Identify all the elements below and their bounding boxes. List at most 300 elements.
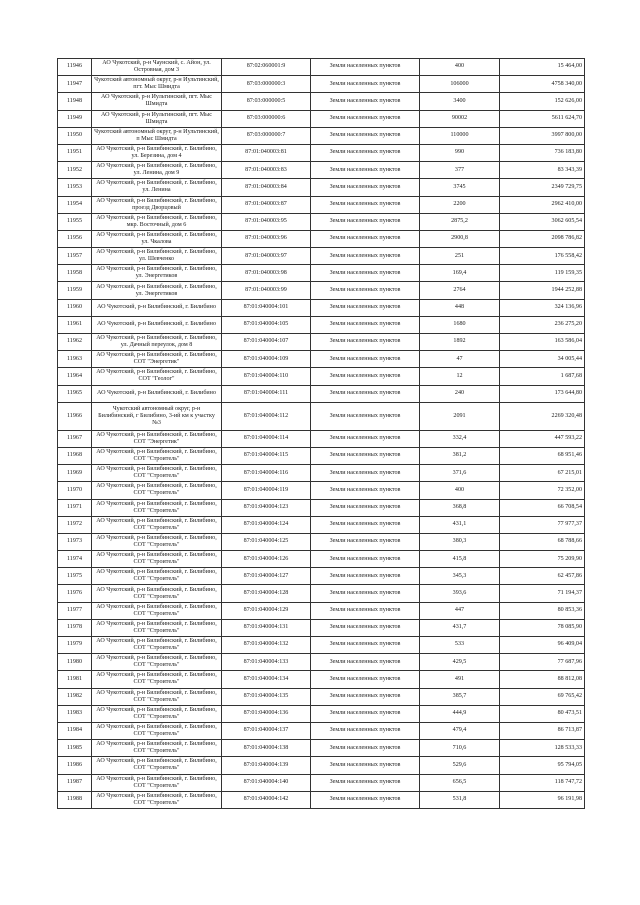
land-category-cell: Земли населенных пунктов xyxy=(311,299,420,316)
land-category-cell: Земли населенных пунктов xyxy=(311,705,420,722)
address-cell: АО Чукотский, р-н Билибинский, г. Билибино, СОТ "Строитель" xyxy=(92,654,222,671)
land-category-cell: Земли населенных пунктов xyxy=(311,619,420,636)
cadastral-number-cell: 87:01:040004:142 xyxy=(222,791,311,808)
row-number: 11976 xyxy=(58,585,92,602)
row-number: 11959 xyxy=(58,282,92,299)
land-category-cell: Земли населенных пунктов xyxy=(311,265,420,282)
row-number: 11988 xyxy=(58,791,92,808)
row-number: 11964 xyxy=(58,368,92,385)
row-number: 11949 xyxy=(58,110,92,127)
table-row xyxy=(58,144,585,161)
cadastral-number-cell: 87:01:040004:139 xyxy=(222,757,311,774)
cadastral-value-cell: 77 687,96 xyxy=(500,654,585,671)
row-number: 11985 xyxy=(58,740,92,757)
cadastral-value-cell: 163 586,04 xyxy=(500,334,585,351)
table-row xyxy=(58,671,585,688)
row-number: 11968 xyxy=(58,447,92,464)
area-cell: 491 xyxy=(420,671,500,688)
cadastral-value-cell: 34 005,44 xyxy=(500,351,585,368)
area-cell: 444,9 xyxy=(420,705,500,722)
address-cell: АО Чукотский, р-н Билибинский, г. Билибино, СОТ "Строитель" xyxy=(92,722,222,739)
table-row xyxy=(58,196,585,213)
land-category-cell: Земли населенных пунктов xyxy=(311,482,420,499)
table-row xyxy=(58,368,585,385)
cadastral-number-cell: 87:01:040004:111 xyxy=(222,385,311,402)
area-cell: 2875,2 xyxy=(420,213,500,230)
cadastral-value-cell: 75 209,90 xyxy=(500,551,585,568)
cadastral-number-cell: 87:01:040004:128 xyxy=(222,585,311,602)
cadastral-number-cell: 87:01:040004:119 xyxy=(222,482,311,499)
area-cell: 12 xyxy=(420,368,500,385)
land-category-cell: Земли населенных пунктов xyxy=(311,59,420,76)
row-number: 11970 xyxy=(58,482,92,499)
land-category-cell: Земли населенных пунктов xyxy=(311,248,420,265)
row-number: 11955 xyxy=(58,213,92,230)
address-cell: АО Чукотский, р-н Билибинский, г. Билибино, СОТ "Строитель" xyxy=(92,516,222,533)
address-cell: АО Чукотский, р-н Билибинский, г. Билибино, СОТ "Строитель" xyxy=(92,688,222,705)
row-number: 11954 xyxy=(58,196,92,213)
cadastral-value-cell: 15 464,00 xyxy=(500,59,585,76)
table-row xyxy=(58,162,585,179)
area-cell: 531,8 xyxy=(420,791,500,808)
address-cell: АО Чукотский, р-н Билибинский, г. Билибино, ул. Ленина, дом 9 xyxy=(92,162,222,179)
address-cell: АО Чукотский, р-н Билибинский, г. Билибино, ул. Ленина xyxy=(92,179,222,196)
land-category-cell: Земли населенных пунктов xyxy=(311,93,420,110)
cadastral-value-cell: 95 794,05 xyxy=(500,757,585,774)
cadastral-number-cell: 87:01:040003:95 xyxy=(222,213,311,230)
area-cell: 2091 xyxy=(420,402,500,430)
document-page xyxy=(57,58,584,809)
cadastral-value-cell: 67 215,01 xyxy=(500,465,585,482)
address-cell: АО Чукотский, р-н Билибинский, г. Билибино, СОТ "Строитель" xyxy=(92,568,222,585)
area-cell: 2200 xyxy=(420,196,500,213)
area-cell: 479,4 xyxy=(420,722,500,739)
land-category-cell: Земли населенных пунктов xyxy=(311,213,420,230)
area-cell: 332,4 xyxy=(420,430,500,447)
cadastral-value-cell: 2098 786,82 xyxy=(500,230,585,247)
address-cell: АО Чукотский, р-н Билибинский, г. Билибино, СОТ "Строитель" xyxy=(92,499,222,516)
land-category-cell: Земли населенных пунктов xyxy=(311,162,420,179)
cadastral-value-cell: 72 352,00 xyxy=(500,482,585,499)
table-row xyxy=(58,637,585,654)
cadastral-number-cell: 87:01:040004:126 xyxy=(222,551,311,568)
row-number: 11983 xyxy=(58,705,92,722)
cadastral-value-cell: 77 977,37 xyxy=(500,516,585,533)
area-cell: 385,7 xyxy=(420,688,500,705)
area-cell: 400 xyxy=(420,59,500,76)
cadastral-number-cell: 87:01:040003:99 xyxy=(222,282,311,299)
table-row xyxy=(58,533,585,550)
land-category-cell: Земли населенных пунктов xyxy=(311,551,420,568)
address-cell: АО Чукотский, р-н Билибинский, г. Билибино, СОТ "Строитель" xyxy=(92,774,222,791)
table-row xyxy=(58,568,585,585)
table-row xyxy=(58,179,585,196)
address-cell: АО Чукотский, р-н Билибинский, г. Билибино, СОТ "Строитель" xyxy=(92,585,222,602)
row-number: 11947 xyxy=(58,76,92,93)
row-number: 11974 xyxy=(58,551,92,568)
address-cell: АО Чукотский, р-н Билибинский, г. Билибино, СОТ "Строитель" xyxy=(92,740,222,757)
table-row xyxy=(58,334,585,351)
address-cell: АО Чукотский, р-н Билибинский, г. Билибино, СОТ "Строитель" xyxy=(92,533,222,550)
area-cell: 710,6 xyxy=(420,740,500,757)
table-row xyxy=(58,351,585,368)
area-cell: 431,7 xyxy=(420,619,500,636)
cadastral-number-cell: 87:01:040004:112 xyxy=(222,402,311,430)
address-cell: АО Чукотский, р-н Билибинский, г. Билибино xyxy=(92,385,222,402)
land-category-cell: Земли населенных пунктов xyxy=(311,316,420,333)
address-cell: АО Чукотский, р-н Билибинский, г. Билибино, СОТ "Строитель" xyxy=(92,465,222,482)
land-category-cell: Земли населенных пунктов xyxy=(311,791,420,808)
land-category-cell: Земли населенных пунктов xyxy=(311,430,420,447)
cadastral-number-cell: 87:01:040004:101 xyxy=(222,299,311,316)
cadastral-number-cell: 87:01:040004:136 xyxy=(222,705,311,722)
cadastral-value-cell: 78 085,90 xyxy=(500,619,585,636)
table-row xyxy=(58,265,585,282)
cadastral-value-cell: 71 194,37 xyxy=(500,585,585,602)
address-cell: Чукотский автономный округ, р-н Иультинский, п Мыс Шмидта xyxy=(92,127,222,144)
cadastral-number-cell: 87:01:040004:116 xyxy=(222,465,311,482)
address-cell: АО Чукотский, р-н Билибинский, г. Билибино, мкр. Восточный, дом 6 xyxy=(92,213,222,230)
address-cell: АО Чукотский, р-н Билибинский, г. Билибино, СОТ "Энергетик" xyxy=(92,430,222,447)
table-row xyxy=(58,402,585,430)
table-row xyxy=(58,551,585,568)
area-cell: 429,5 xyxy=(420,654,500,671)
row-number: 11986 xyxy=(58,757,92,774)
cadastral-number-cell: 87:01:040004:115 xyxy=(222,447,311,464)
row-number: 11961 xyxy=(58,316,92,333)
area-cell: 371,6 xyxy=(420,465,500,482)
address-cell: АО Чукотский, р-н Билибинский, г. Билибино, ул. Дачный переулок, дом 8 xyxy=(92,334,222,351)
area-cell: 533 xyxy=(420,637,500,654)
cadastral-number-cell: 87:01:040004:140 xyxy=(222,774,311,791)
cadastral-number-cell: 87:01:040004:138 xyxy=(222,740,311,757)
cadastral-number-cell: 87:03:000000:3 xyxy=(222,76,311,93)
row-number: 11962 xyxy=(58,334,92,351)
address-cell: АО Чукотский, р-н Билибинский, г. Билибино, СОТ "Геолог" xyxy=(92,368,222,385)
address-cell: АО Чукотский, р-н Иультинский, пгт. Мыс Шмидта xyxy=(92,110,222,127)
land-category-cell: Земли населенных пунктов xyxy=(311,688,420,705)
cadastral-number-cell: 87:01:040003:84 xyxy=(222,179,311,196)
cadastral-value-cell: 2962 410,00 xyxy=(500,196,585,213)
land-category-cell: Земли населенных пунктов xyxy=(311,351,420,368)
area-cell: 431,1 xyxy=(420,516,500,533)
area-cell: 400 xyxy=(420,482,500,499)
cadastral-number-cell: 87:01:040004:105 xyxy=(222,316,311,333)
cadastral-number-cell: 87:03:000000:7 xyxy=(222,127,311,144)
address-cell: АО Чукотский, р-н Билибинский, г. Билибино, ул. Энергетиков xyxy=(92,282,222,299)
cadastral-number-cell: 87:01:040004:110 xyxy=(222,368,311,385)
area-cell: 380,3 xyxy=(420,533,500,550)
cadastral-value-cell: 236 275,20 xyxy=(500,316,585,333)
cadastral-value-cell: 2269 320,48 xyxy=(500,402,585,430)
cadastral-value-cell: 66 708,54 xyxy=(500,499,585,516)
address-cell: АО Чукотский, р-н Чаунский, с. Айон, ул. Островная, дом 3 xyxy=(92,59,222,76)
area-cell: 415,8 xyxy=(420,551,500,568)
land-category-cell: Земли населенных пунктов xyxy=(311,196,420,213)
land-category-cell: Земли населенных пунктов xyxy=(311,671,420,688)
land-category-cell: Земли населенных пунктов xyxy=(311,110,420,127)
row-number: 11975 xyxy=(58,568,92,585)
row-number: 11953 xyxy=(58,179,92,196)
address-cell: АО Чукотский, р-н Билибинский, г. Билибино xyxy=(92,316,222,333)
table-row xyxy=(58,385,585,402)
area-cell: 381,2 xyxy=(420,447,500,464)
cadastral-value-cell: 4758 340,00 xyxy=(500,76,585,93)
cadastral-value-cell: 80 853,36 xyxy=(500,602,585,619)
row-number: 11979 xyxy=(58,637,92,654)
cadastral-number-cell: 87:01:040003:98 xyxy=(222,265,311,282)
cadastral-number-cell: 87:01:040003:96 xyxy=(222,230,311,247)
table-row xyxy=(58,740,585,757)
cadastral-number-cell: 87:01:040003:81 xyxy=(222,144,311,161)
area-cell: 2900,8 xyxy=(420,230,500,247)
address-cell: Чукотский автономный округ, р-н Билибинский, г Билибино, 3-ий км к участку №3 xyxy=(92,402,222,430)
row-number: 11978 xyxy=(58,619,92,636)
area-cell: 169,4 xyxy=(420,265,500,282)
table-row xyxy=(58,299,585,316)
land-category-cell: Земли населенных пунктов xyxy=(311,144,420,161)
table-row xyxy=(58,516,585,533)
cadastral-value-cell: 68 788,66 xyxy=(500,533,585,550)
address-cell: АО Чукотский, р-н Билибинский, г. Билибино, СОТ "Строитель" xyxy=(92,757,222,774)
row-number: 11967 xyxy=(58,430,92,447)
cadastral-value-cell: 736 183,80 xyxy=(500,144,585,161)
land-category-cell: Земли населенных пунктов xyxy=(311,230,420,247)
land-category-cell: Земли населенных пунктов xyxy=(311,740,420,757)
row-number: 11972 xyxy=(58,516,92,533)
row-number: 11987 xyxy=(58,774,92,791)
row-number: 11960 xyxy=(58,299,92,316)
cadastral-number-cell: 87:01:040004:133 xyxy=(222,654,311,671)
land-category-cell: Земли населенных пунктов xyxy=(311,402,420,430)
address-cell: АО Чукотский, р-н Билибинский, г. Билибино, СОТ "Строитель" xyxy=(92,671,222,688)
cadastral-value-cell: 80 473,51 xyxy=(500,705,585,722)
area-cell: 447 xyxy=(420,602,500,619)
row-number: 11951 xyxy=(58,144,92,161)
row-number: 11966 xyxy=(58,402,92,430)
cadastral-number-cell: 87:03:000000:5 xyxy=(222,93,311,110)
table-row xyxy=(58,791,585,808)
cadastral-value-cell: 3997 800,00 xyxy=(500,127,585,144)
address-cell: АО Чукотский, р-н Билибинский, г. Билибино, СОТ "Энергетик" xyxy=(92,351,222,368)
area-cell: 110000 xyxy=(420,127,500,144)
cadastral-number-cell: 87:01:040004:137 xyxy=(222,722,311,739)
row-number: 11950 xyxy=(58,127,92,144)
table-row xyxy=(58,127,585,144)
table-row xyxy=(58,602,585,619)
address-cell: АО Чукотский, р-н Билибинский, г. Билибино, СОТ "Строитель" xyxy=(92,791,222,808)
land-category-cell: Земли населенных пунктов xyxy=(311,602,420,619)
table-row xyxy=(58,722,585,739)
land-category-cell: Земли населенных пунктов xyxy=(311,585,420,602)
area-cell: 1892 xyxy=(420,334,500,351)
cadastral-value-cell: 1 687,68 xyxy=(500,368,585,385)
address-cell: АО Чукотский, р-н Билибинский, г. Билибино, СОТ "Строитель" xyxy=(92,551,222,568)
land-category-cell: Земли населенных пунктов xyxy=(311,465,420,482)
area-cell: 529,6 xyxy=(420,757,500,774)
area-cell: 106000 xyxy=(420,76,500,93)
row-number: 11958 xyxy=(58,265,92,282)
row-number: 11969 xyxy=(58,465,92,482)
address-cell: АО Чукотский, р-н Билибинский, г. Билибино, СОТ "Строитель" xyxy=(92,619,222,636)
land-category-cell: Земли населенных пунктов xyxy=(311,533,420,550)
cadastral-number-cell: 87:01:040004:124 xyxy=(222,516,311,533)
cadastral-number-cell: 87:01:040004:125 xyxy=(222,533,311,550)
area-cell: 240 xyxy=(420,385,500,402)
cadastral-value-cell: 118 747,72 xyxy=(500,774,585,791)
cadastral-number-cell: 87:01:040004:132 xyxy=(222,637,311,654)
cadastral-number-cell: 87:01:040003:97 xyxy=(222,248,311,265)
area-cell: 656,5 xyxy=(420,774,500,791)
address-cell: АО Чукотский, р-н Билибинский, г. Билибино, СОТ "Строитель" xyxy=(92,447,222,464)
row-number: 11965 xyxy=(58,385,92,402)
table-body xyxy=(58,59,585,809)
cadastral-value-cell: 152 626,00 xyxy=(500,93,585,110)
area-cell: 990 xyxy=(420,144,500,161)
table-row xyxy=(58,688,585,705)
land-category-cell: Земли населенных пунктов xyxy=(311,516,420,533)
cadastral-value-cell: 176 558,42 xyxy=(500,248,585,265)
cadastral-value-cell: 128 533,33 xyxy=(500,740,585,757)
address-cell: АО Чукотский, р-н Билибинский, г. Билибино, СОТ "Строитель" xyxy=(92,705,222,722)
cadastral-value-cell: 173 644,80 xyxy=(500,385,585,402)
cadastral-value-cell: 2349 729,75 xyxy=(500,179,585,196)
cadastral-number-cell: 87:01:040004:107 xyxy=(222,334,311,351)
address-cell: АО Чукотский, р-н Билибинский, г. Билибино, ул. Энергетиков xyxy=(92,265,222,282)
land-category-cell: Земли населенных пунктов xyxy=(311,334,420,351)
area-cell: 3400 xyxy=(420,93,500,110)
cadastral-value-cell: 62 457,86 xyxy=(500,568,585,585)
row-number: 11971 xyxy=(58,499,92,516)
table-row xyxy=(58,93,585,110)
cadastral-value-cell: 3062 605,54 xyxy=(500,213,585,230)
row-number: 11977 xyxy=(58,602,92,619)
table-row xyxy=(58,59,585,76)
table-row xyxy=(58,654,585,671)
address-cell: АО Чукотский, р-н Билибинский, г. Билибино, СОТ "Строитель" xyxy=(92,602,222,619)
table-row xyxy=(58,248,585,265)
address-cell: АО Чукотский, р-н Билибинский, г. Билибино, ул. Чкалова xyxy=(92,230,222,247)
cadastral-value-cell: 88 812,08 xyxy=(500,671,585,688)
area-cell: 3745 xyxy=(420,179,500,196)
land-category-cell: Земли населенных пунктов xyxy=(311,385,420,402)
row-number: 11963 xyxy=(58,351,92,368)
row-number: 11946 xyxy=(58,59,92,76)
cadastral-number-cell: 87:01:040004:127 xyxy=(222,568,311,585)
land-category-cell: Земли населенных пунктов xyxy=(311,282,420,299)
cadastral-number-cell: 87:03:000000:6 xyxy=(222,110,311,127)
table-row xyxy=(58,213,585,230)
cadastral-value-cell: 447 593,22 xyxy=(500,430,585,447)
cadastral-value-cell: 5611 624,70 xyxy=(500,110,585,127)
cadastral-value-cell: 324 136,96 xyxy=(500,299,585,316)
cadastral-value-cell: 119 159,35 xyxy=(500,265,585,282)
row-number: 11981 xyxy=(58,671,92,688)
area-cell: 393,6 xyxy=(420,585,500,602)
cadastral-number-cell: 87:01:040004:131 xyxy=(222,619,311,636)
row-number: 11982 xyxy=(58,688,92,705)
cadastral-number-cell: 87:01:040004:114 xyxy=(222,430,311,447)
table-row xyxy=(58,282,585,299)
area-cell: 251 xyxy=(420,248,500,265)
table-row xyxy=(58,230,585,247)
cadastral-number-cell: 87:01:040004:134 xyxy=(222,671,311,688)
area-cell: 448 xyxy=(420,299,500,316)
cadastral-number-cell: 87:01:040004:129 xyxy=(222,602,311,619)
land-category-cell: Земли населенных пунктов xyxy=(311,447,420,464)
cadastral-value-cell: 86 713,87 xyxy=(500,722,585,739)
land-category-cell: Земли населенных пунктов xyxy=(311,368,420,385)
cadastral-value-cell: 68 951,46 xyxy=(500,447,585,464)
cadastral-number-cell: 87:01:040004:123 xyxy=(222,499,311,516)
table-row xyxy=(58,316,585,333)
land-category-cell: Земли населенных пунктов xyxy=(311,127,420,144)
table-row xyxy=(58,499,585,516)
table-row xyxy=(58,619,585,636)
area-cell: 368,8 xyxy=(420,499,500,516)
row-number: 11980 xyxy=(58,654,92,671)
table-row xyxy=(58,110,585,127)
row-number: 11984 xyxy=(58,722,92,739)
table-row xyxy=(58,447,585,464)
row-number: 11948 xyxy=(58,93,92,110)
area-cell: 377 xyxy=(420,162,500,179)
land-plots-table xyxy=(57,58,585,809)
address-cell: АО Чукотский, р-н Билибинский, г. Билибино, СОТ "Строитель" xyxy=(92,482,222,499)
land-category-cell: Земли населенных пунктов xyxy=(311,774,420,791)
land-category-cell: Земли населенных пунктов xyxy=(311,757,420,774)
row-number: 11957 xyxy=(58,248,92,265)
cadastral-number-cell: 87:02:060001:9 xyxy=(222,59,311,76)
table-row xyxy=(58,430,585,447)
address-cell: АО Чукотский, р-н Билибинский, г. Билибино, проезд Дворцовый xyxy=(92,196,222,213)
address-cell: АО Чукотский, р-н Билибинский, г. Билибино xyxy=(92,299,222,316)
cadastral-number-cell: 87:01:040004:109 xyxy=(222,351,311,368)
land-category-cell: Земли населенных пунктов xyxy=(311,499,420,516)
land-category-cell: Земли населенных пунктов xyxy=(311,654,420,671)
cadastral-value-cell: 1944 252,88 xyxy=(500,282,585,299)
cadastral-number-cell: 87:01:040004:135 xyxy=(222,688,311,705)
table-row xyxy=(58,482,585,499)
row-number: 11973 xyxy=(58,533,92,550)
area-cell: 47 xyxy=(420,351,500,368)
table-row xyxy=(58,705,585,722)
area-cell: 1680 xyxy=(420,316,500,333)
address-cell: Чукотский автономный округ, р-н Иультинский, пгт. Мыс Шмидта xyxy=(92,76,222,93)
land-category-cell: Земли населенных пунктов xyxy=(311,179,420,196)
land-category-cell: Земли населенных пунктов xyxy=(311,722,420,739)
table-row xyxy=(58,585,585,602)
cadastral-value-cell: 83 343,39 xyxy=(500,162,585,179)
cadastral-number-cell: 87:01:040003:83 xyxy=(222,162,311,179)
cadastral-value-cell: 69 765,42 xyxy=(500,688,585,705)
table-row xyxy=(58,465,585,482)
cadastral-value-cell: 96 191,98 xyxy=(500,791,585,808)
cadastral-value-cell: 96 409,04 xyxy=(500,637,585,654)
address-cell: АО Чукотский, р-н Билибинский, г. Билибино, ул. Шевченко xyxy=(92,248,222,265)
cadastral-number-cell: 87:01:040003:87 xyxy=(222,196,311,213)
land-category-cell: Земли населенных пунктов xyxy=(311,76,420,93)
land-category-cell: Земли населенных пунктов xyxy=(311,568,420,585)
area-cell: 90002 xyxy=(420,110,500,127)
land-category-cell: Земли населенных пунктов xyxy=(311,637,420,654)
row-number: 11952 xyxy=(58,162,92,179)
table-row xyxy=(58,76,585,93)
address-cell: АО Чукотский, р-н Билибинский, г. Билибино, СОТ "Строитель" xyxy=(92,637,222,654)
address-cell: АО Чукотский, р-н Иультинский, пгт. Мыс Шмидта xyxy=(92,93,222,110)
area-cell: 2764 xyxy=(420,282,500,299)
table-row xyxy=(58,757,585,774)
